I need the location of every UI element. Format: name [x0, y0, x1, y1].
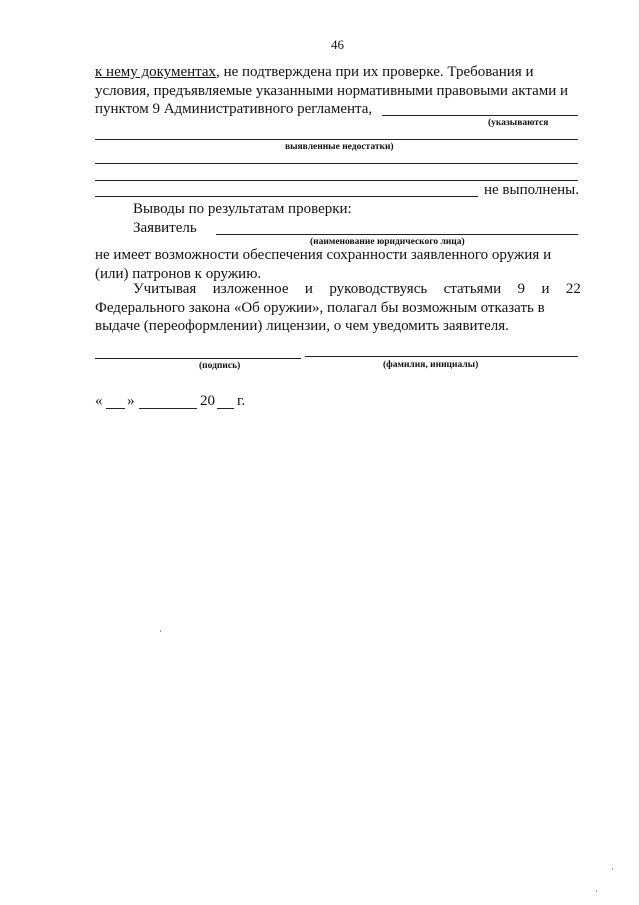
paragraph-line: пунктом 9 Административного регламента, [95, 101, 373, 117]
field-hint: (указываются [488, 118, 549, 128]
word: Учитывая [133, 281, 197, 297]
underlined-text: к нему документах [95, 64, 217, 80]
applicant-fill-line [216, 234, 578, 235]
field-hint: (наименование юридического лица) [310, 237, 465, 247]
text-run: , не подтверждена при их проверке. Требования и [216, 64, 534, 80]
fill-line [95, 180, 578, 181]
year-fill-line [217, 408, 234, 409]
scan-speck [612, 868, 613, 870]
signature-line [95, 358, 301, 359]
year-suffix: г. [237, 393, 246, 409]
scan-speck [160, 630, 161, 632]
word: и [304, 281, 313, 297]
year-prefix: 20 [200, 393, 215, 409]
paragraph-line: условия, предъявляемые указанными нормативными правовыми актами и [95, 83, 569, 99]
word: 9 [517, 281, 526, 297]
word: статьями [443, 281, 502, 297]
fill-line [95, 196, 478, 197]
word: 22 [565, 281, 581, 297]
word: и [541, 281, 550, 297]
applicant-label: Заявитель [133, 220, 197, 236]
fill-line [95, 139, 578, 140]
word: изложенное [212, 281, 289, 297]
justified-line [133, 281, 581, 298]
day-fill-line [106, 408, 125, 409]
month-fill-line [139, 408, 197, 409]
name-line [305, 356, 578, 357]
signature-hint: (подпись) [199, 361, 241, 371]
date-close-quote: » [127, 393, 135, 409]
paragraph-line: выдаче (переоформлении) лицензии, о чем уведомить заявителя. [95, 318, 509, 334]
name-hint: (фамилия, инициалы) [383, 360, 479, 370]
not-fulfilled-text: не выполнены. [484, 182, 579, 198]
date-open-quote: « [95, 393, 103, 409]
paragraph-line: (или) патронов к оружию. [95, 266, 262, 282]
paragraph-line: Федерального закона «Об оружии», полагал бы возможным отказать в [95, 300, 545, 316]
word: руководствуясь [329, 281, 428, 297]
field-hint: выявленные недостатки) [285, 142, 394, 152]
scan-speck [596, 890, 597, 892]
paragraph-line: не имеет возможности обеспечения сохранности заявленного оружия и [95, 247, 552, 263]
fill-line [95, 163, 578, 164]
fill-line [382, 115, 578, 116]
paragraph-line [95, 64, 534, 81]
page-number: 46 [331, 37, 344, 52]
conclusions-heading: Выводы по результатам проверки: [133, 201, 352, 217]
